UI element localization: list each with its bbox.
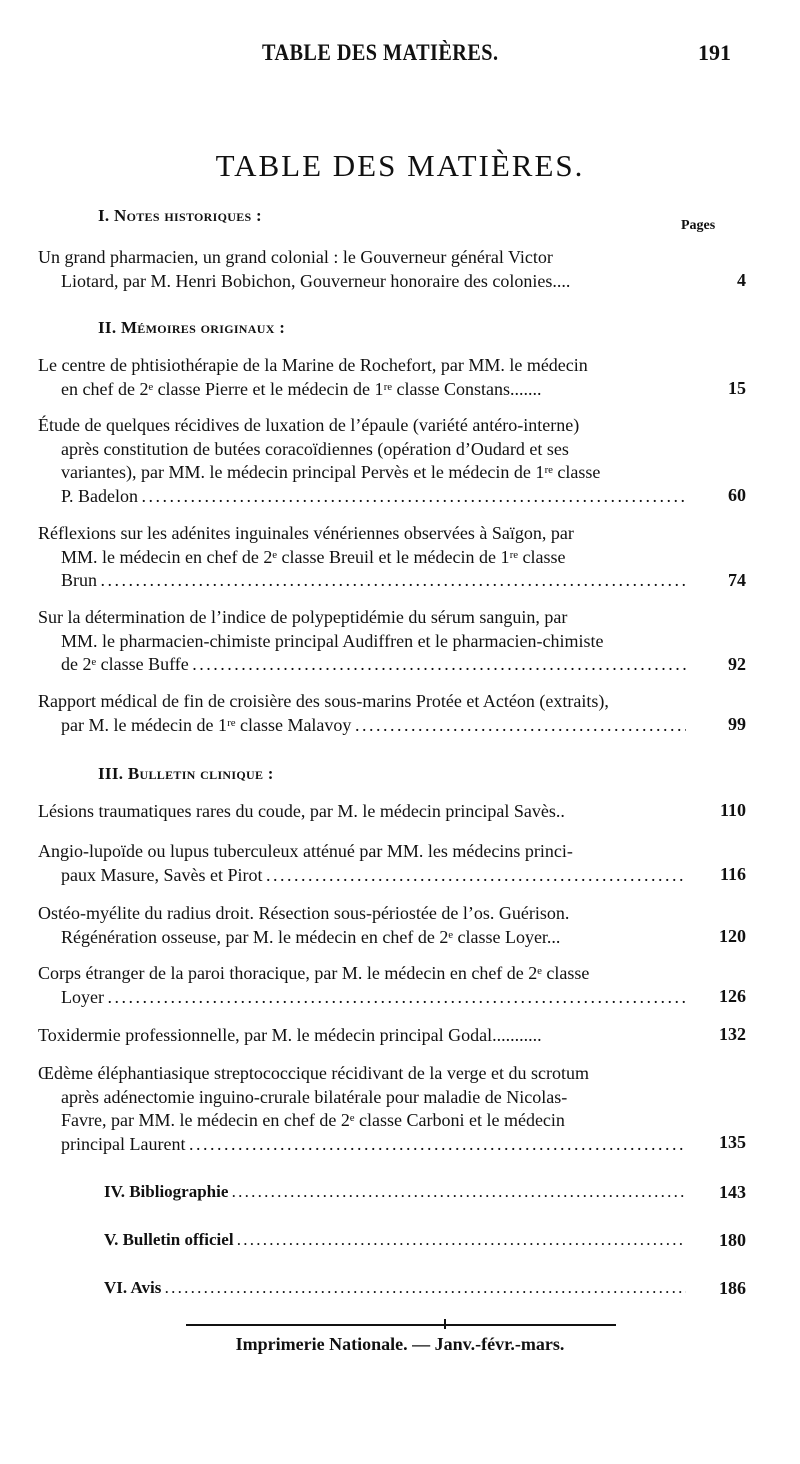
toc-section-avis: VI. Avis . . .: [104, 1278, 686, 1298]
entry-page-number: 74: [728, 570, 746, 590]
toc-entry: [38, 962, 686, 1009]
entry-line: en chef de 2ᵉ classe Pierre et le médecin de 1ʳᵉ classe Constans.......: [61, 378, 542, 399]
toc-section-bibliographie: IV. Bibliographie . . .: [104, 1182, 686, 1202]
entry-line: Réflexions sur les adénites inguinales vénériennes observées à Saïgon, par: [38, 523, 574, 543]
entry-line: Lésions traumatiques rares du coude, par M. le médecin principal Savès..: [38, 801, 565, 821]
entry-line: P. Badelon . . .: [38, 485, 686, 509]
entry-line: Toxidermie professionnelle, par M. le médecin principal Godal...........: [38, 1025, 542, 1045]
entry-page-number: 110: [719, 800, 746, 820]
section-heading-1: [98, 206, 262, 226]
toc-entry: [38, 522, 686, 593]
entry-line: après constitution de butées coracoïdiennes (opération d’Oudard et ses: [61, 438, 569, 459]
entry-line: paux Masure, Savès et Pirot . . .: [38, 864, 686, 888]
entry-line: Œdème éléphantiasique streptococcique récidivant de la verge et du scrotum: [38, 1063, 589, 1083]
pages-column-label: Pages: [681, 218, 716, 233]
entry-page-number: 135: [719, 1132, 746, 1152]
entry-line: Le centre de phtisiothérapie de la Marine de Rochefort, par MM. le médecin: [38, 355, 588, 375]
toc-entry: [38, 1024, 686, 1048]
entry-line: MM. le médecin en chef de 2ᵉ classe Breuil et le médecin de 1ʳᵉ classe: [61, 546, 566, 567]
entry-line: Sur la détermination de l’indice de polypeptidémie du sérum sanguin, par: [38, 607, 568, 627]
entry-page-number: 60: [728, 485, 746, 505]
toc-entry: [38, 800, 686, 824]
toc-entry: [38, 606, 686, 677]
entry-line: par M. le médecin de 1ʳᵉ classe Malavoy . . .: [38, 714, 686, 738]
entry-line: principal Laurent . . .: [38, 1133, 686, 1157]
section-title: Mémoires originaux :: [120, 318, 286, 337]
entry-page-number: 143: [719, 1182, 746, 1202]
toc-entry: [38, 902, 686, 949]
running-head-page-number: 191: [698, 40, 731, 65]
entry-page-number: 99: [728, 714, 746, 734]
entry-line: Loyer . . .: [38, 986, 686, 1010]
entry-page-number: 15: [728, 378, 746, 398]
entry-line: Étude de quelques récidives de luxation de l’épaule (variété antéro-interne): [38, 415, 580, 435]
section-heading-2: [98, 318, 285, 338]
section-title: Bulletin clinique :: [127, 764, 274, 783]
entry-page-number: 120: [719, 926, 746, 946]
entry-line: variantes), par MM. le médecin principal Pervès et le médecin de 1ʳᵉ classe: [61, 462, 601, 482]
section-numeral: I.: [98, 206, 110, 225]
entry-line: après adénectomie inguino-crurale bilatérale pour maladie de Nicolas-: [61, 1086, 568, 1107]
section-heading-3: [98, 764, 274, 784]
entry-page-number: 132: [719, 1024, 746, 1044]
entry-page-number: 186: [719, 1278, 746, 1298]
entry-line: Brun . . .: [38, 569, 686, 593]
section-numeral: III.: [98, 764, 124, 783]
toc-entry: [38, 414, 686, 508]
toc-entry: [38, 690, 686, 737]
toc-entry: [38, 354, 686, 401]
entry-page-number: 92: [728, 654, 746, 674]
entry-line: Favre, par MM. le médecin en chef de 2ᵉ classe Carboni et le médecin: [61, 1110, 565, 1130]
entry-line: Liotard, par M. Henri Bobichon, Gouverneur honoraire des colonies....: [61, 270, 571, 291]
entry-line: MM. le pharmacien-chimiste principal Audiffren et le pharmacien-chimiste: [61, 630, 604, 651]
toc-section-bulletin-officiel: V. Bulletin officiel . . .: [104, 1230, 686, 1250]
footer-rule-mark: [444, 1319, 446, 1329]
section-numeral: II.: [98, 318, 117, 337]
toc-entry: [38, 246, 686, 293]
entry-line: Régénération osseuse, par M. le médecin en chef de 2ᵉ classe Loyer...: [61, 926, 561, 947]
entry-line: Ostéo-myélite du radius droit. Résection sous-périostée de l’os. Guérison.: [38, 903, 570, 923]
entry-line: Rapport médical de fin de croisière des sous-marins Protée et Actéon (extraits),: [38, 691, 609, 711]
toc-entry: [38, 840, 686, 887]
printer-imprint: Imprimerie Nationale. — Janv.-févr.-mars.: [235, 1334, 565, 1354]
entry-page-number: 116: [719, 864, 746, 884]
page-title: TABLE DES MATIÈRES.: [215, 148, 585, 183]
entry-line: Un grand pharmacien, un grand colonial : le Gouverneur général Victor: [38, 247, 553, 267]
entry-line: Corps étranger de la paroi thoracique, par M. le médecin en chef de 2ᵉ classe: [38, 963, 590, 983]
footer-rule: [186, 1324, 616, 1326]
entry-page-number: 126: [719, 986, 746, 1006]
entry-page-number: 180: [719, 1230, 746, 1250]
section-title: Notes historiques :: [114, 206, 262, 225]
running-head-title: TABLE DES MATIÈRES.: [262, 40, 499, 65]
toc-entry: [38, 1062, 686, 1156]
entry-page-number: 4: [737, 270, 746, 290]
entry-line: Angio-lupoïde ou lupus tuberculeux atténué par MM. les médecins princi-: [38, 841, 573, 861]
entry-line: de 2ᵉ classe Buffe . . .: [38, 653, 686, 677]
